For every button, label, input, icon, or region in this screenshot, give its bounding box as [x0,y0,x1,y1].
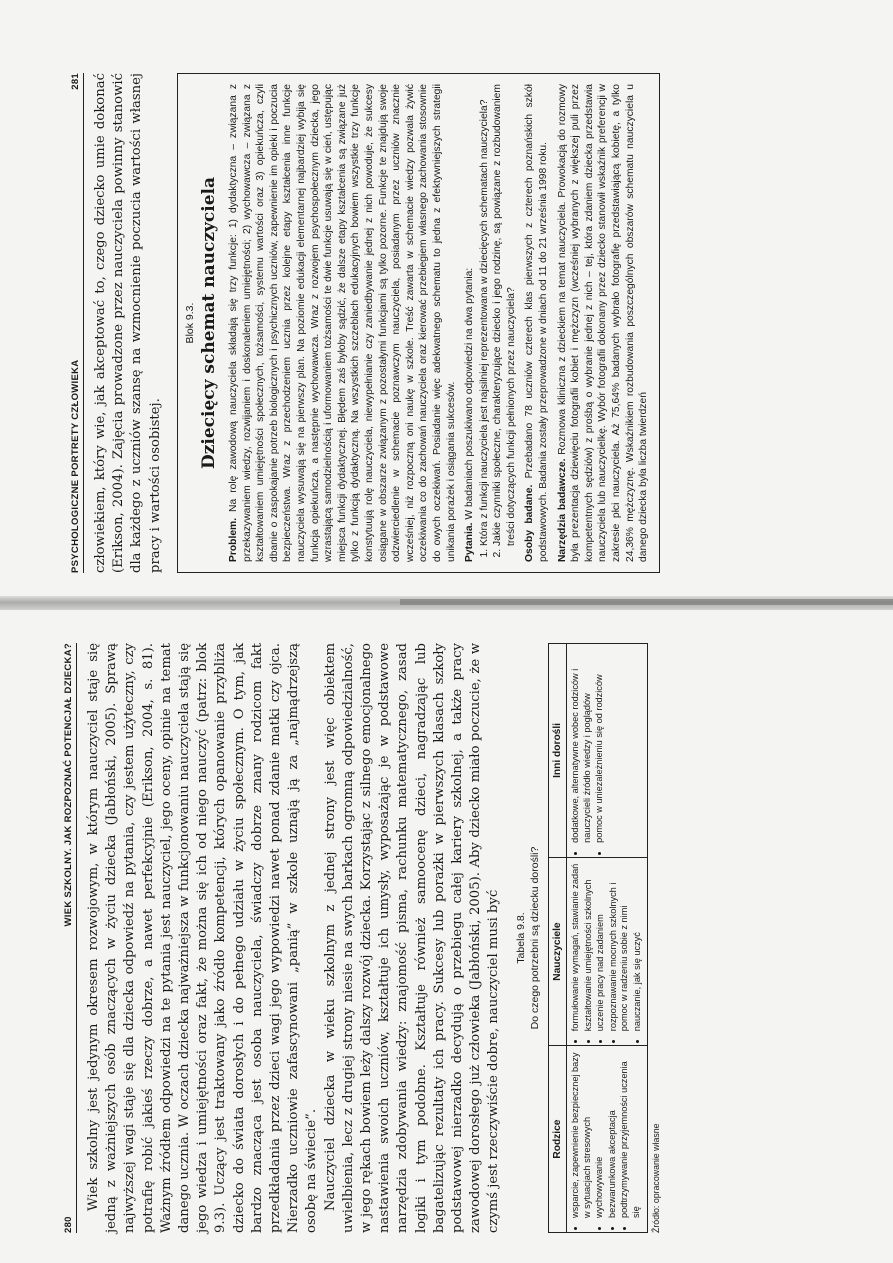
questions-intro: W badaniach poszukiwano odpowiedzi na dwa pytania: [464,267,476,520]
list-item: • bezwarunkowa akceptacja [607,1050,619,1218]
list-item: • nauczanie, jak się uczyć [632,862,644,1031]
table-label: Tabela 9.8. [514,912,527,964]
page-280 [63,643,833,1233]
list-item: • wsparcie, zapewnienie bezpiecznej bazy w sytuacjach stresowych [570,1050,593,1218]
table-caption: Do czego potrzebni są dziecku dorośli? [528,846,541,1030]
running-head [70,73,84,573]
spine-shadow [400,599,893,605]
questions-list [478,84,519,562]
paragraph: Nauczyciel dziecka w wieku szkolnym z jednej strony jest więc obiektem uwielbienia, lecz z drugiej strony niesie na swych barkach ogromną odpowiedzialność, w jego rękach bowiem leży dalszy rozwój dziecka. Korzystając z silnego emocjonalnego nastawienia swoich uczniów, kształtuje ich umysły, wyposażając je w podstawowe narzędzia zdobywania wiedzy: znajomość pisma, rachunku matematycznego, zasad logiki i tym podobne. Kształtuje również samoocenę dzieci, nagradzając lub bagatelizując rezultaty ich pracy. Sukcesy lub porażki w pierwszych klasach szkoły podstawowej nierzadko decydują o przebiegu całej kariery szkolnej, a także pracy zawodowej dorosłego już człowieka (Jabłoński, 2005). Aby dziecko miało poczucie, że w czymś jest rzeczywiście dobre, nauczyciel musi być [322,643,502,1233]
tools-paragraph [556,84,651,562]
table-header-cell: Inni dorośli [548,644,567,858]
list-item: • pomoc w uniezależnieniu się od rodziców [594,648,606,843]
running-head-title: PSYCHOLOGICZNE PORTRETY CZŁOWIEKA [70,359,81,573]
table-source: Źródło: opracowanie własne [651,1123,662,1233]
table-cell-teachers [567,857,648,1045]
subjects-paragraph [523,84,550,562]
question-item: 2. Jakie czynniki społeczne, charakteryzujące dziecko i jego rodzinę, są powiązane z rozbudowaniem treści dotyczących funkcji pełnionych przez nauczyciela? [491,84,518,546]
page-281 [70,73,840,573]
block-label: Blok 9.3. [183,302,196,344]
list-item: • formułowanie wymagań, stawianie zadań [570,862,582,1031]
running-head-title: WIEK SZKOLNY. JAK ROZPOZNAĆ POTENCJAŁ DZIECKA? [63,643,74,927]
list-item: • kształtowanie umiejętności szkolnych [583,862,595,1031]
intro-paragraph: człowiekiem, który wie, jak akceptować to, czego dziecko umie dokonać (Erikson, 2004). Zajęcia prowadzone przez nauczyciela powinny stanowić dla każdego z uczniów szansę na wzmocnienie poczucia wartości własnej pracy i wartości osobistej. [93,73,163,573]
subjects-label: Osoby badane. [524,484,536,562]
running-head [63,643,77,1233]
table-9-8 [514,643,662,1233]
paragraph: Wiek szkolny jest jedynym okresem rozwojowym, w którym nauczyciel staje się jedną z ważniejszych osób znaczących w życiu dziecka (Jabłoński, 2005). Sprawą najwyższej wagi staje się dla dziecka odpowiedź na pytania, czy jestem użyteczny, czy potrafię robić jakieś rzeczy dobrze, a nawet perfekcyjnie (Erikson, 2004, s. 81). Ważnym źródłem odpowiedzi na te pytania jest nauczyciel, jego oceny, opinie na temat danego ucznia. W oczach dziecka najważniejsza w funkcjonowaniu nauczyciela stają się jego wiedza i umiejętności oraz fakt, że można się ich od niego nauczyć (patrz: blok 9.3). Uczący jest traktowany jako źródło kompetencji, których opanowanie przybliża dziecko do świata dorosłych i do pełnego udziału w życiu społecznym. O tym, jak bardzo znacząca jest osoba nauczyciela, świadczy dobrze znany rodzicom fakt przedkładania przez dzieci wagi jego wypowiedzi nawet ponad zdanie matki czy ojca. Nierzadko uczniowie zafascynowani „panią” w szkole uznają ją za „najmądrzejszą osobę na świecie”. [86,643,320,1233]
main-text [85,643,504,1233]
question-item: 1. Która z funkcji nauczyciela jest najsilniej reprezentowana w dziecięcych schematach nauczyciela? [478,84,492,546]
problem-label: Problem. [228,517,239,562]
list-item: • dodatkowe, alternatywne wobec rodziców i nauczycieli źródło wiedzy i poglądów [570,648,593,843]
table-row [567,644,648,1233]
table-cell-other-adults [567,644,648,858]
list-item: • wychowywanie [594,1050,606,1218]
table-header-cell: Nauczyciele [548,857,567,1045]
block-title: Dziecięcy schemat nauczyciela [199,176,220,470]
subjects-text: Przebadano 78 uczniów czterech klas pierwszych z czterech poznańskich szkół podstawowych. Badania zostały przeprowadzone w dniach od 11 do 21 września 1998 roku. [524,84,550,562]
page-number: 280 [63,1216,74,1233]
list-item: • podtrzymywanie przyjemności uczenia się [619,1050,642,1218]
table-header-row [548,644,567,1233]
list-item: • rozpoznawanie mocnych szkolnych i pomoc w radzeniu sobie z nimi [608,862,631,1031]
list-item: • uczenie pracy nad zadaniem [595,862,607,1031]
problem-text: Na rolę zawodową nauczyciela składają się trzy funkcje: 1) dydaktyczna – związana z przekazywaniem wiedzy, rozwijaniem i doskonaleniem umiejętności; 2) wychowawcza – związana z kształtowaniem umiejętności społecznych, tożsamości, systemu wartości oraz 3) opiekuńcza, czyli dbanie o zaspokajanie potrzeb biologicznych i psychicznych uczniów, zapewnienie im opieki i poczucia bezpieczeństwa. Wraz z przechodzeniem ucznia przez kolejne etapy kształcenia inne funkcje nauczyciela wysuwają się na pierwszy plan. Na poziomie edukacji elementarnej najbardziej wybija się funkcja opiekuńcza, a następnie wychowawcza. Wraz z rozwojem psychospołecznym dziecka, jego wzrastającą samodzielnością i uformowaniem tożsamości te dwie funkcje usuwają się w cień, ustępując miejsca funkcji dydaktycznej. Błędem zaś byłoby sądzić, że dalsze etapy kształcenia są związane już tylko z funkcją dydaktyczną. Na wszystkich szczeblach edukacyjnych bowiem wszystkie trzy funkcje konstytuują rolę nauczyciela, niewypełnianie czy zaniedbywanie jednej z nich powoduje, że sukcesy osiągane w obszarze związanym z pozostałymi funkcjami są tylko pozorne. Funkcje te znajdują swoje odzwierciedlenie w schemacie poznawczym nauczyciela, posiadanym przez uczniów znacznie wcześniej, niż rozpoczną oni naukę w szkole. Treść zawarta w schemacie wiedzy pozwala żywić oczekiwania co do zachowań nauczyciela oraz kierować przebiegiem własnego zachowania stosownie do owych oczekiwań. Posiadanie więc adekwatnego schematu to jedna z efektywniejszych strategii unikania porażek i osiągania sukcesów. [228,84,457,562]
table-header-cell: Rodzice [548,1046,567,1233]
table-cell-parents [567,1046,648,1233]
tools-label: Narzędzia badawcze. [556,458,568,562]
questions-label: Pytania. [464,522,476,562]
block-9-3 [177,73,660,573]
questions-paragraph [463,84,477,562]
page-number: 281 [70,73,81,90]
problem-paragraph [227,84,458,562]
intro-paragraph-block [92,73,165,573]
needs-table [548,643,649,1233]
tools-text: Rozmowa kliniczna z dzieckiem na temat nauczyciela. Prowokacją do rozmowy była prezentacja dziewięciu fotografii kobiet i mężczyzn (wcześniej wybranych z większej puli przez kompetentnych sędziów) z prośbą o wybranie jednej z nich – tej, która zdaniem dziecka przedstawia nauczyciela lub nauczycielkę. Wybór fotografii dokonany przez dziecko stanowił wskaźnik preferencji w zakresie płci nauczyciela. Aż 75,64% badanych wybrało fotografię przedstawiającą kobietę, a tylko 24,36% mężczyznę. Wskaźnikiem rozbudowania poszczególnych obszarów schematu nauczyciela u danego dziecka była liczba twierdzeń [556,84,650,562]
